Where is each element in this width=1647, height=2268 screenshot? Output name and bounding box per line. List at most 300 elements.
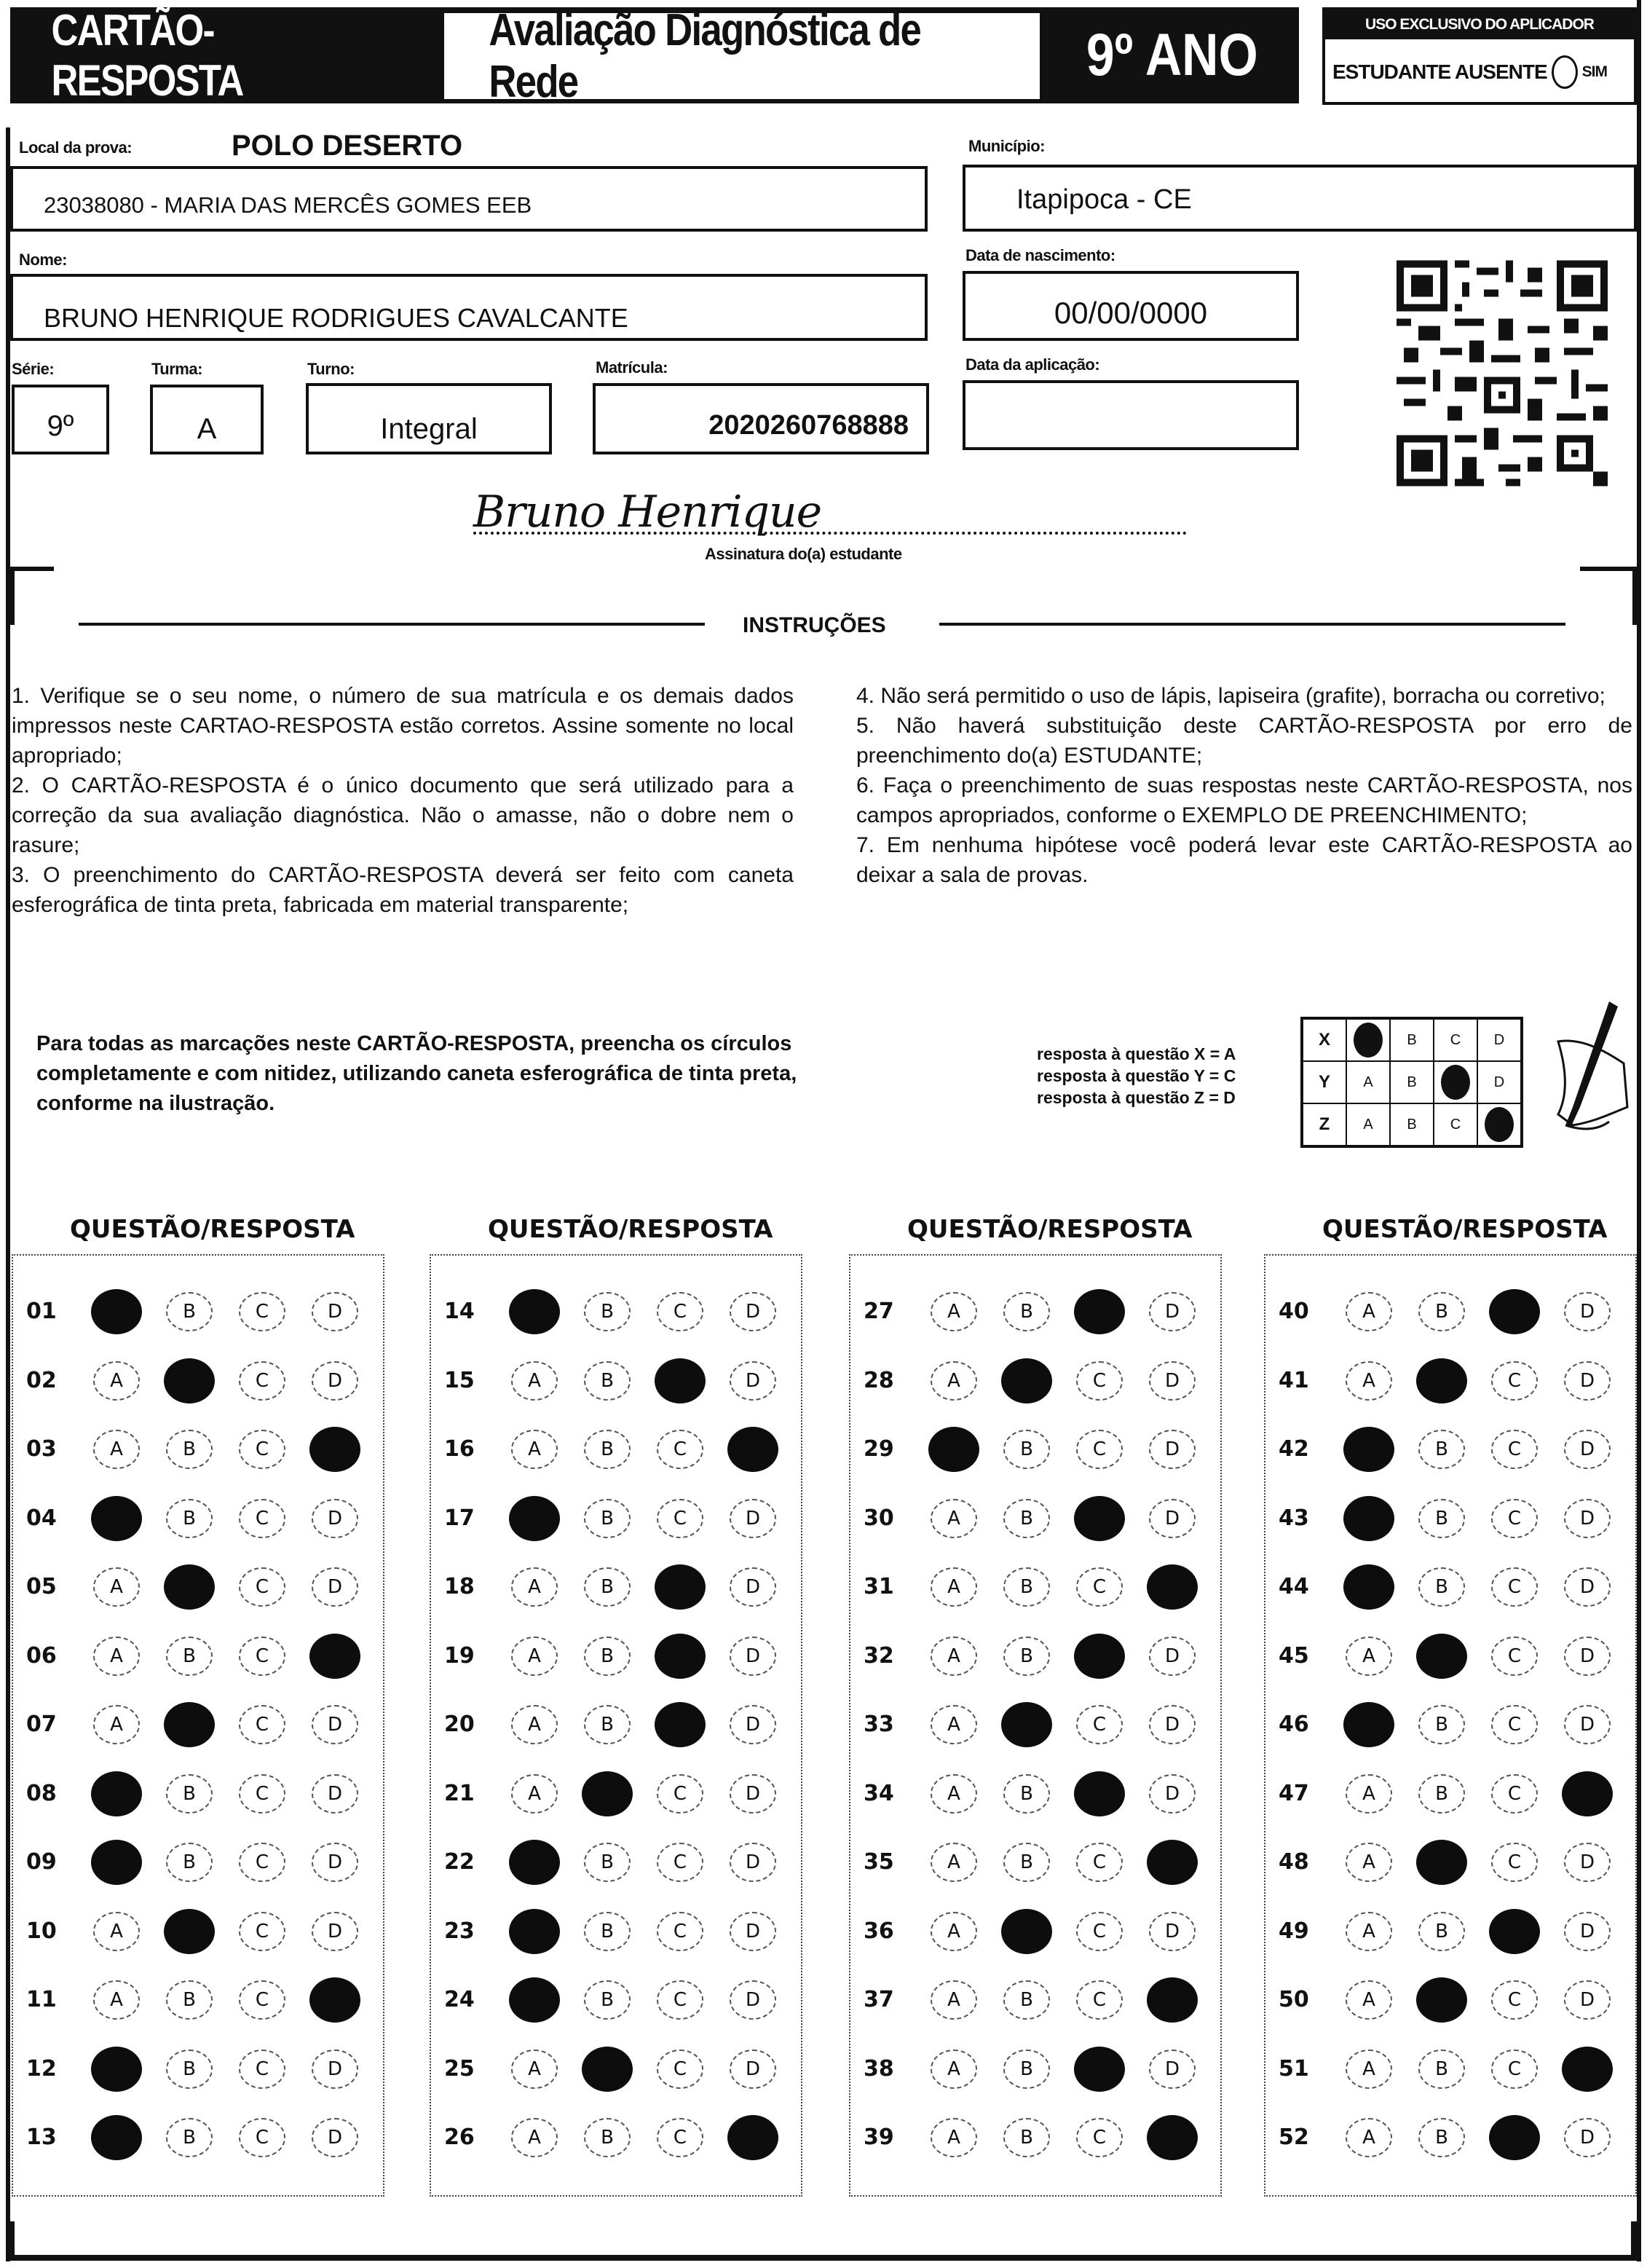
question-number: 42: [1279, 1436, 1309, 1462]
bubble-a[interactable]: A: [931, 1705, 977, 1744]
bubble-d[interactable]: D: [730, 1980, 776, 2020]
bubble-filled-d[interactable]: [1562, 2047, 1613, 2092]
question-number: 18: [444, 1574, 475, 1599]
question-number: 51: [1279, 2055, 1309, 2082]
instruction-item: 1. Verifique se o seu nome, o número de sua matrícula e os demais dados impressos neste CARTAO-RESPOSTA estão corretos. Assine somente no local apropriado;: [12, 684, 794, 768]
bubble-d[interactable]: D: [312, 1361, 358, 1401]
bubble-filled-c[interactable]: [655, 1564, 706, 1610]
bubble-filled-a[interactable]: [509, 1909, 560, 1954]
question-row: [13, 1484, 383, 1553]
absent-option-label: SIM: [1581, 63, 1607, 80]
bubble-b[interactable]: B: [584, 1980, 631, 2020]
bubble-b[interactable]: B: [166, 1980, 213, 2020]
bubble-filled-d[interactable]: [1147, 1977, 1198, 2023]
column-title: QUESTÃO/RESPOSTA: [488, 1215, 773, 1244]
question-row: [1265, 1553, 1635, 1621]
bracket-top-right-v: [1632, 567, 1637, 625]
bubble-a[interactable]: A: [1346, 1912, 1392, 1951]
matricula-field: [593, 383, 929, 454]
bubble-filled-c[interactable]: [1074, 1634, 1125, 1679]
bubble-a[interactable]: A: [1346, 1843, 1392, 1882]
turno-label: Turno:: [307, 360, 355, 378]
bubble-d[interactable]: D: [312, 2118, 358, 2157]
bubble-b[interactable]: B: [1003, 1430, 1050, 1469]
question-row: [1265, 1622, 1635, 1690]
bubble-c[interactable]: C: [239, 1567, 285, 1607]
question-row: [431, 1622, 801, 1690]
frame-left-border: [6, 127, 10, 2261]
bubble-d[interactable]: D: [1149, 1361, 1196, 1401]
instruction-item: 7. Em nenhuma hipótese você poderá levar este CARTÃO-RESPOSTA ao deixar a sala de provas.: [856, 833, 1632, 887]
question-row: [850, 1347, 1220, 1415]
bubble-b[interactable]: B: [1418, 2050, 1465, 2089]
bubble-b[interactable]: B: [1418, 1774, 1465, 1814]
bubble-d[interactable]: D: [1564, 1361, 1611, 1401]
local-value: POLO DESERTO: [232, 130, 463, 162]
question-number: 41: [1279, 1367, 1309, 1393]
bubble-c[interactable]: C: [1076, 2118, 1123, 2157]
question-row: [431, 2035, 801, 2103]
bubble-b[interactable]: B: [1003, 1843, 1050, 1882]
bubble-c[interactable]: C: [657, 2050, 703, 2089]
bubble-d[interactable]: D: [730, 1912, 776, 1951]
example-row-key: X: [1302, 1018, 1346, 1061]
question-number: 35: [864, 1849, 894, 1875]
bubble-filled-b[interactable]: [582, 1771, 633, 1816]
bubble-filled-b[interactable]: [1416, 1977, 1467, 2023]
bubble-d[interactable]: D: [312, 1774, 358, 1814]
bubble-d[interactable]: D: [1149, 1774, 1196, 1814]
bubble-c[interactable]: C: [1076, 1361, 1123, 1401]
question-row: [431, 1966, 801, 2034]
bubble-filled-c[interactable]: [1074, 2047, 1125, 2092]
bubble-c[interactable]: C: [1076, 1843, 1123, 1882]
question-row: [431, 1553, 801, 1621]
bubble-b[interactable]: B: [584, 1499, 631, 1538]
bubble-d[interactable]: D: [1149, 1705, 1196, 1744]
turma-label: Turma:: [151, 360, 202, 378]
local-label: Local da prova:: [19, 138, 133, 157]
question-number: 40: [1279, 1299, 1309, 1324]
question-number: 48: [1279, 1849, 1309, 1875]
bubble-d[interactable]: D: [312, 1567, 358, 1607]
bubble-c[interactable]: C: [239, 1843, 285, 1882]
bubble-filled-b[interactable]: [1001, 1909, 1052, 1954]
bubble-b[interactable]: B: [1418, 1499, 1465, 1538]
bubble-b[interactable]: B: [166, 1430, 213, 1469]
bubble-filled-c[interactable]: [655, 1358, 706, 1403]
bubble-c[interactable]: C: [239, 2050, 285, 2089]
bubble-filled-a[interactable]: [1343, 1427, 1394, 1472]
bubble-c[interactable]: C: [239, 1292, 285, 1331]
bubble-filled-a[interactable]: [91, 1496, 142, 1541]
bubble-b[interactable]: B: [1003, 2118, 1050, 2157]
example-option: A: [1346, 1103, 1390, 1146]
bubble-c[interactable]: C: [1491, 1361, 1538, 1401]
bubble-a[interactable]: A: [931, 1567, 977, 1607]
bubble-c[interactable]: C: [1076, 1980, 1123, 2020]
bubble-filled-c[interactable]: [1074, 1496, 1125, 1541]
instructions-left: [12, 681, 794, 920]
bubble-filled-d[interactable]: [727, 2115, 778, 2160]
bubble-a[interactable]: A: [511, 1567, 558, 1607]
bubble-d[interactable]: D: [312, 1843, 358, 1882]
bubble-d[interactable]: D: [1564, 1980, 1611, 2020]
bubble-b[interactable]: B: [584, 1292, 631, 1331]
bubble-c[interactable]: C: [1076, 1567, 1123, 1607]
example-option: B: [1390, 1103, 1434, 1146]
bubble-a[interactable]: A: [511, 1361, 558, 1401]
bubble-c[interactable]: C: [1491, 1567, 1538, 1607]
bubble-c[interactable]: C: [657, 1843, 703, 1882]
bubble-d[interactable]: D: [730, 1637, 776, 1676]
question-row: [850, 1415, 1220, 1484]
bubble-filled-d[interactable]: [309, 1634, 360, 1679]
bubble-d[interactable]: D: [312, 1705, 358, 1744]
bubble-filled-c[interactable]: [1074, 1289, 1125, 1334]
bubble-c[interactable]: C: [239, 1361, 285, 1401]
question-row: [1265, 1897, 1635, 1966]
question-number: 01: [26, 1299, 57, 1324]
bubble-b[interactable]: B: [1003, 1980, 1050, 2020]
bubble-a[interactable]: A: [511, 1637, 558, 1676]
bubble-d[interactable]: D: [1564, 1637, 1611, 1676]
serie-label: Série:: [12, 360, 55, 378]
bubble-filled-b[interactable]: [1416, 1358, 1467, 1403]
question-number: 38: [864, 2055, 894, 2082]
bubble-a[interactable]: A: [931, 2050, 977, 2089]
bubble-filled-b[interactable]: [164, 1358, 215, 1403]
bubble-d[interactable]: D: [730, 1843, 776, 1882]
bubble-filled-d[interactable]: [727, 1427, 778, 1472]
question-number: 31: [864, 1574, 894, 1599]
bubble-c[interactable]: C: [1076, 1912, 1123, 1951]
bubble-c[interactable]: C: [239, 1774, 285, 1814]
bubble-a[interactable]: A: [931, 1637, 977, 1676]
question-number: 21: [444, 1780, 475, 1806]
nascimento-label: Data de nascimento:: [965, 246, 1115, 264]
bubble-b[interactable]: B: [584, 1567, 631, 1607]
bubble-d[interactable]: D: [312, 1499, 358, 1538]
question-number: 37: [864, 1987, 894, 2012]
bubble-a[interactable]: A: [931, 2118, 977, 2157]
question-row: [850, 1553, 1220, 1621]
matricula-value: 2020260768888: [708, 410, 909, 441]
instruction-item: 2. O CARTÃO-RESPOSTA é o único documento que será utilizado para a correção da sua avaliação diagnóstica. Não o amasse, não o dobre nem o rasure;: [12, 773, 794, 857]
bubble-a[interactable]: A: [1346, 1637, 1392, 1676]
bubble-a[interactable]: A: [1346, 2050, 1392, 2089]
bubble-b[interactable]: B: [1003, 1637, 1050, 1676]
signature-handwriting: Bruno Henrique: [473, 487, 822, 538]
bubble-filled-d[interactable]: [1147, 1564, 1198, 1610]
bubble-a[interactable]: A: [1346, 1774, 1392, 1814]
bubble-b[interactable]: B: [1418, 2118, 1465, 2157]
bubble-d[interactable]: D: [1564, 1843, 1611, 1882]
bubble-b[interactable]: B: [584, 1705, 631, 1744]
bubble-b[interactable]: B: [1418, 1912, 1465, 1951]
bubble-d[interactable]: D: [1564, 1499, 1611, 1538]
bubble-filled-b[interactable]: [1001, 1702, 1052, 1747]
bubble-filled-a[interactable]: [91, 2047, 142, 2092]
bubble-d[interactable]: D: [730, 1567, 776, 1607]
bubble-filled-a[interactable]: [509, 1840, 560, 1885]
bubble-b[interactable]: B: [584, 1361, 631, 1401]
bubble-a[interactable]: A: [511, 1774, 558, 1814]
bubble-b[interactable]: B: [1003, 1774, 1050, 1814]
bubble-filled-a[interactable]: [91, 1289, 142, 1334]
bubble-c[interactable]: C: [1491, 1980, 1538, 2020]
bubble-c[interactable]: C: [1076, 1705, 1123, 1744]
question-row: [850, 1622, 1220, 1690]
bubble-b[interactable]: B: [1418, 1430, 1465, 1469]
bubble-filled-b[interactable]: [164, 1564, 215, 1610]
bubble-filled-a[interactable]: [91, 1771, 142, 1816]
bubble-a[interactable]: A: [1346, 1361, 1392, 1401]
bubble-filled-c[interactable]: [655, 1702, 706, 1747]
bubble-a[interactable]: A: [1346, 1292, 1392, 1331]
bubble-filled-a[interactable]: [509, 1289, 560, 1334]
bubble-b[interactable]: B: [584, 1843, 631, 1882]
bubble-filled-d[interactable]: [309, 1977, 360, 2023]
bubble-d[interactable]: D: [1564, 1430, 1611, 1469]
bubble-c[interactable]: C: [1491, 1705, 1538, 1744]
bubble-filled-c[interactable]: [1074, 1771, 1125, 1816]
bubble-d[interactable]: D: [1564, 2118, 1611, 2157]
example-option: D: [1477, 1061, 1522, 1103]
turma-value: A: [197, 413, 217, 445]
bubble-c[interactable]: C: [1491, 1430, 1538, 1469]
bubble-c[interactable]: C: [239, 1980, 285, 2020]
bubble-a[interactable]: A: [93, 1361, 140, 1401]
bubble-c[interactable]: C: [239, 1430, 285, 1469]
bubble-filled-b[interactable]: [164, 1909, 215, 1954]
question-number: 16: [444, 1436, 475, 1462]
bubble-d[interactable]: D: [1564, 1912, 1611, 1951]
question-row: [13, 1760, 383, 1828]
question-number: 14: [444, 1299, 475, 1324]
question-number: 50: [1279, 1987, 1309, 2012]
bubble-filled-b[interactable]: [1416, 1634, 1467, 1679]
question-number: 44: [1279, 1574, 1309, 1599]
question-number: 26: [444, 2125, 475, 2150]
bubble-filled-a[interactable]: [1343, 1496, 1394, 1541]
bubble-d[interactable]: D: [730, 1292, 776, 1331]
bubble-b[interactable]: B: [1003, 1567, 1050, 1607]
bubble-a[interactable]: A: [511, 2050, 558, 2089]
frame-bottom-border: [6, 2255, 1641, 2261]
bubble-b[interactable]: B: [166, 1774, 213, 1814]
bubble-c[interactable]: C: [1491, 2050, 1538, 2089]
example-legend-z: resposta à questão Z = D: [1037, 1088, 1236, 1107]
bubble-a[interactable]: A: [93, 1980, 140, 2020]
municipio-label: Município:: [968, 137, 1045, 155]
bubble-b[interactable]: B: [1418, 1567, 1465, 1607]
bubble-b[interactable]: B: [584, 1637, 631, 1676]
bubble-filled-a[interactable]: [509, 1496, 560, 1541]
bubble-a[interactable]: A: [931, 1980, 977, 2020]
bubble-c[interactable]: C: [239, 1499, 285, 1538]
bubble-d[interactable]: D: [1149, 2050, 1196, 2089]
bubble-c[interactable]: C: [1491, 1774, 1538, 1814]
question-row: [13, 1966, 383, 2034]
bubble-filled-a[interactable]: [509, 1977, 560, 2023]
bubble-a[interactable]: A: [511, 2118, 558, 2157]
bubble-a[interactable]: A: [511, 1705, 558, 1744]
applicator-box-title: USO EXCLUSIVO DO APLICADOR: [1325, 10, 1634, 39]
bubble-a[interactable]: A: [931, 1912, 977, 1951]
bubble-d[interactable]: D: [1149, 1637, 1196, 1676]
bubble-a[interactable]: A: [93, 1637, 140, 1676]
bubble-c[interactable]: C: [239, 1637, 285, 1676]
grade-label: 9º ANO: [1086, 22, 1258, 88]
bubble-c[interactable]: C: [1491, 1637, 1538, 1676]
question-number: 32: [864, 1642, 894, 1669]
question-row: [1265, 2103, 1635, 2172]
bubble-b[interactable]: B: [1003, 1499, 1050, 1538]
question-row: [431, 1277, 801, 1346]
bubble-d[interactable]: D: [1564, 1292, 1611, 1331]
example-legend: [1037, 1043, 1236, 1109]
question-number: 22: [444, 1849, 475, 1875]
bubble-c[interactable]: C: [239, 2118, 285, 2157]
question-row: [431, 1828, 801, 1897]
bubble-c[interactable]: C: [657, 1912, 703, 1951]
bubble-filled-c[interactable]: [1489, 1909, 1540, 1954]
question-number: 12: [26, 2055, 57, 2082]
bubble-a[interactable]: A: [93, 1912, 140, 1951]
column-title: QUESTÃO/RESPOSTA: [1322, 1215, 1608, 1244]
bubble-d[interactable]: D: [730, 1774, 776, 1814]
bubble-d[interactable]: D: [1149, 1430, 1196, 1469]
bubble-b[interactable]: B: [166, 1292, 213, 1331]
instruction-item: 3. O preenchimento do CARTÃO-RESPOSTA deverá ser feito com caneta esferográfica de tinta preta, fabricada em material transparente;: [12, 863, 794, 917]
bubble-filled-a[interactable]: [928, 1427, 979, 1472]
bubble-filled-a[interactable]: [1343, 1564, 1394, 1610]
bubble-d[interactable]: D: [1564, 1567, 1611, 1607]
bubble-b[interactable]: B: [584, 2118, 631, 2157]
bubble-filled-c[interactable]: [1489, 1289, 1540, 1334]
bubble-b[interactable]: B: [1418, 1705, 1465, 1744]
question-row: [850, 1484, 1220, 1553]
bubble-filled-c[interactable]: [1489, 2115, 1540, 2160]
bubble-a[interactable]: A: [93, 1430, 140, 1469]
instruction-item: 5. Não haverá substituição deste CARTÃO-RESPOSTA por erro de preenchimento do(a) ESTUDANTE;: [856, 714, 1632, 768]
question-number: 24: [444, 1987, 475, 2012]
bubble-c[interactable]: C: [657, 1980, 703, 2020]
bubble-b[interactable]: B: [166, 2050, 213, 2089]
question-row: [850, 2103, 1220, 2172]
bubble-d[interactable]: D: [312, 1912, 358, 1951]
instructions-rule-right: [939, 623, 1565, 626]
bubble-d[interactable]: D: [730, 1361, 776, 1401]
nome-label: Nome:: [19, 251, 67, 269]
bubble-d[interactable]: D: [312, 1292, 358, 1331]
bubble-a[interactable]: A: [93, 1567, 140, 1607]
bubble-d[interactable]: D: [312, 2050, 358, 2089]
bubble-d[interactable]: D: [730, 1499, 776, 1538]
bubble-b[interactable]: B: [166, 1637, 213, 1676]
bubble-d[interactable]: D: [1149, 1912, 1196, 1951]
bubble-filled-b[interactable]: [582, 2047, 633, 2092]
bubble-c[interactable]: C: [657, 1292, 703, 1331]
bracket-bottom-left: [10, 2221, 15, 2258]
bubble-filled-d[interactable]: [1147, 1840, 1198, 1885]
column-title: QUESTÃO/RESPOSTA: [907, 1215, 1193, 1244]
bubble-c[interactable]: C: [239, 1705, 285, 1744]
bubble-filled-a[interactable]: [91, 2115, 142, 2160]
bubble-c[interactable]: C: [1491, 1499, 1538, 1538]
bubble-c[interactable]: C: [657, 1774, 703, 1814]
turma-field: [150, 385, 264, 454]
question-number: 47: [1279, 1780, 1309, 1806]
bubble-a[interactable]: A: [1346, 1980, 1392, 2020]
bubble-filled-b[interactable]: [1001, 1358, 1052, 1403]
bubble-b[interactable]: B: [166, 1499, 213, 1538]
bubble-d[interactable]: D: [1149, 1499, 1196, 1538]
bubble-filled-d[interactable]: [1562, 1771, 1613, 1816]
bubble-filled-c[interactable]: [655, 1634, 706, 1679]
example-filled-bubble: [1434, 1061, 1477, 1103]
question-row: [1265, 1347, 1635, 1415]
bubble-b[interactable]: B: [166, 2118, 213, 2157]
bubble-b[interactable]: B: [584, 1430, 631, 1469]
bubble-d[interactable]: D: [1564, 1705, 1611, 1744]
bubble-filled-a[interactable]: [91, 1840, 142, 1885]
bubble-c[interactable]: C: [657, 2118, 703, 2157]
bubble-b[interactable]: B: [166, 1843, 213, 1882]
bubble-c[interactable]: C: [657, 1430, 703, 1469]
school-value: 23038080 - MARIA DAS MERCÊS GOMES EEB: [44, 192, 532, 218]
bubble-d[interactable]: D: [730, 2050, 776, 2089]
bubble-a[interactable]: A: [93, 1705, 140, 1744]
bubble-b[interactable]: B: [1003, 2050, 1050, 2089]
question-row: [850, 1828, 1220, 1897]
question-row: [1265, 1966, 1635, 2034]
bubble-c[interactable]: C: [1076, 1430, 1123, 1469]
question-row: [13, 1690, 383, 1759]
applicator-box: [1322, 7, 1637, 105]
bubble-c[interactable]: C: [239, 1912, 285, 1951]
bubble-b[interactable]: B: [584, 1912, 631, 1951]
bubble-a[interactable]: A: [931, 1499, 977, 1538]
bubble-a[interactable]: A: [931, 1843, 977, 1882]
bubble-a[interactable]: A: [1346, 2118, 1392, 2157]
bubble-filled-d[interactable]: [1147, 2115, 1198, 2160]
municipio-field: [963, 165, 1637, 232]
bubble-b[interactable]: B: [1418, 1292, 1465, 1331]
bubble-c[interactable]: C: [1491, 1843, 1538, 1882]
bubble-c[interactable]: C: [657, 1499, 703, 1538]
question-row: [850, 1897, 1220, 1966]
bubble-a[interactable]: A: [511, 1430, 558, 1469]
turno-field: [306, 383, 552, 454]
answer-column-1: [12, 1254, 384, 2197]
bubble-filled-a[interactable]: [1343, 1702, 1394, 1747]
example-legend-y: resposta à questão Y = C: [1037, 1066, 1236, 1085]
bubble-b[interactable]: B: [1003, 1292, 1050, 1331]
bubble-d[interactable]: D: [1149, 1292, 1196, 1331]
question-number: 36: [864, 1918, 894, 1944]
bubble-d[interactable]: D: [730, 1705, 776, 1744]
bubble-a[interactable]: A: [931, 1774, 977, 1814]
exam-title-box: [444, 5, 1040, 107]
bubble-filled-b[interactable]: [164, 1702, 215, 1747]
bubble-a[interactable]: A: [931, 1292, 977, 1331]
bubble-a[interactable]: A: [931, 1361, 977, 1401]
bubble-filled-d[interactable]: [309, 1427, 360, 1472]
bubble-filled-b[interactable]: [1416, 1840, 1467, 1885]
absent-bubble[interactable]: [1552, 55, 1578, 89]
